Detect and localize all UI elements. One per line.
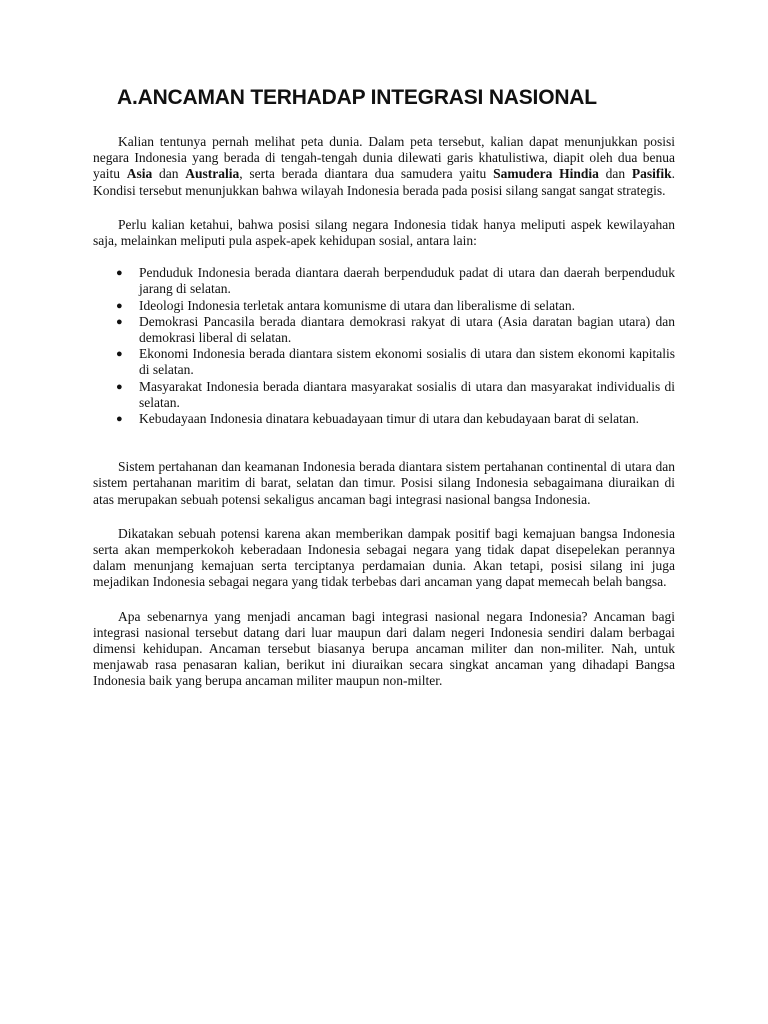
intro-paragraph: [93, 134, 675, 199]
list-item: [116, 378, 675, 411]
list-item-text: Kebudayaan Indonesia dinatara kebuadayaan timur di utara dan kebudayaan barat di selatan.: [139, 411, 640, 427]
aspects-list: [93, 265, 675, 427]
term-samudera-hindia: Samudera Hindia: [493, 166, 599, 182]
list-item: [116, 265, 675, 297]
list-item: [116, 313, 675, 346]
list-item-text: Penduduk Indonesia berada diantara daerah berpenduduk padat di utara dan daerah berpenduduk jarang di selatan.: [139, 265, 675, 297]
aspects-paragraph: Perlu kalian ketahui, bahwa posisi silang negara Indonesia tidak hanya meliputi aspek kewilayahan saja, melainkan meliputi pula aspek-apek kehidupan sosial, antara lain:: [93, 216, 675, 249]
list-item: [116, 411, 675, 427]
list-item-text: Masyarakat Indonesia berada diantara masyarakat sosialis di utara dan masyarakat individualis di selatan.: [139, 378, 675, 410]
potential-paragraph: Dikatakan sebuah potensi karena akan memberikan dampak positif bagi kemajuan bangsa Indonesia serta akan memperkokoh keberadaan Indonesia sebagai negara yang tidak dapat disepelekan perannya dalam menunjang kemajuan serta terciptanya perdamaian dunia. Akan tetapi, posisi silang ini juga mejadikan Indonesia sebagai negara yang tidak terbebas dari ancaman yang dapat memecah belah bangsa.: [93, 525, 675, 590]
bullet-icon: ●: [116, 315, 123, 328]
intro-text-3: , serta berada diantara dua samudera yaitu: [239, 166, 494, 182]
document-body: [93, 134, 675, 690]
section-title: A.ANCAMAN TERHADAP INTEGRASI NASIONAL: [117, 86, 597, 109]
defense-paragraph: Sistem pertahanan dan keamanan Indonesia berada diantara sistem pertahanan continental di utara dan sistem pertahanan maritim di barat, selatan dan timur. Posisi silang Indonesia sebagaimana diuraikan di atas merupakan sebuah potensi sekaligus ancaman bagi integrasi nasional bangsa Indonesia.: [93, 459, 675, 507]
intro-text-5: . Kondisi tersebut menunjukkan bahwa wilayah Indonesia berada pada posisi silang sangat sangat strategis.: [93, 166, 675, 198]
term-australia: Australia: [185, 166, 240, 182]
bullet-icon: ●: [116, 267, 123, 280]
term-pasifik: Pasifik: [631, 166, 672, 182]
list-item-text: Ekonomi Indonesia berada diantara sistem ekonomi sosialis di utara dan sistem ekonomi kapitalis di selatan.: [139, 346, 675, 378]
list-item-text: Ideologi Indonesia terletak antara komunisme di utara dan liberalisme di selatan.: [139, 297, 575, 313]
bullet-icon: ●: [116, 299, 123, 312]
list-item-text: Demokrasi Pancasila berada diantara demokrasi rakyat di utara (Asia daratan bagian utara) dan demokrasi liberal di selatan.: [139, 313, 675, 346]
bullet-icon: ●: [116, 348, 123, 361]
intro-text-4: dan: [598, 166, 632, 182]
bullet-icon: ●: [116, 413, 123, 426]
list-item: [116, 297, 675, 314]
bullet-icon: ●: [116, 380, 123, 393]
threats-paragraph: Apa sebenarnya yang menjadi ancaman bagi integrasi nasional negara Indonesia? Ancaman bagi integrasi nasional tersebut datang dari luar maupun dari dalam negeri Indonesia sendiri dalam berbagai dimensi kehidupan. Ancaman tersebut biasanya berupa ancaman militer dan non-militer. Nah, untuk menjawab rasa penasaran kalian, berikut ini diuraikan secara singkat ancaman yang dihadapi Bangsa Indonesia baik yang berupa ancaman militer maupun non-milter.: [93, 608, 675, 689]
term-asia: Asia: [126, 166, 153, 182]
intro-text-2: dan: [152, 166, 186, 182]
intro-text-1: Kalian tentunya pernah melihat peta dunia. Dalam peta tersebut, kalian dapat menunjukkan posisi negara Indonesia yang berada di tengah-tengah dunia dilewati garis khatulistiwa, diapit oleh dua benua yaitu: [93, 134, 675, 182]
list-item: [116, 346, 675, 378]
